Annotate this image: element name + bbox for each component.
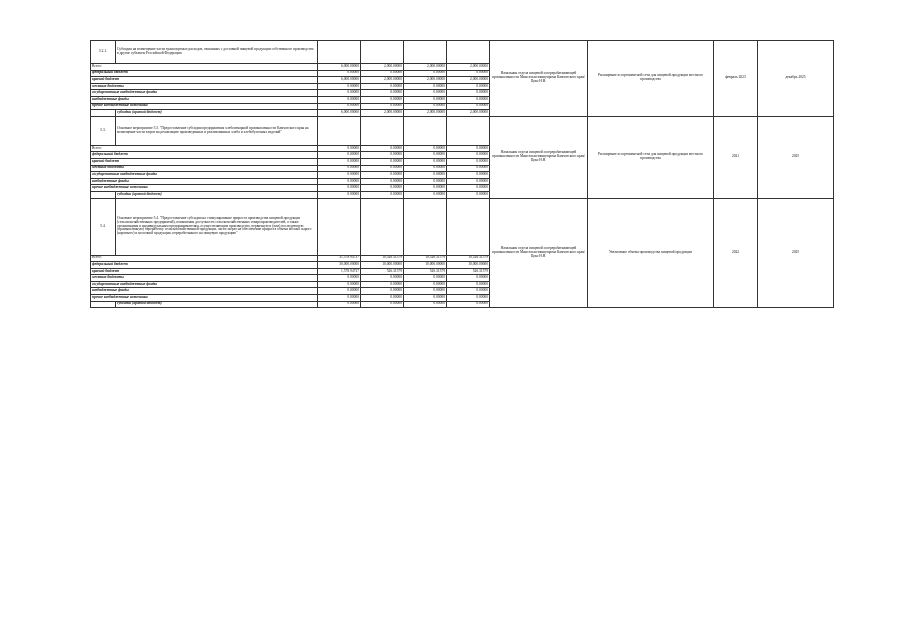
- amount-cell: 0.00000: [404, 275, 447, 282]
- amount-cell: 0.00000: [361, 191, 404, 198]
- section-description-row: [91, 41, 834, 64]
- amount-cell: 0.00000: [318, 152, 361, 159]
- funding-label-local: местные бюджеты: [91, 165, 318, 172]
- amount-cell: 0.00000: [318, 83, 361, 90]
- amount-cell: 2,000.00000: [404, 64, 447, 71]
- empty-cell: [447, 198, 490, 255]
- section-index: 5.2.1.: [91, 41, 116, 64]
- amount-cell: 0.00000: [318, 96, 361, 103]
- funding-label-federal: федеральный бюджет: [91, 70, 318, 77]
- amount-cell: 10,526.31579: [361, 255, 404, 262]
- start-date-cell: февраль 2023: [714, 41, 758, 117]
- amount-cell: 31,578.94737: [318, 255, 361, 262]
- amount-cell: 0.00000: [404, 103, 447, 110]
- amount-cell: 0.00000: [404, 295, 447, 302]
- amount-cell: 0.00000: [447, 172, 490, 179]
- indent-cell: [91, 191, 116, 198]
- amount-cell: 0.00000: [404, 288, 447, 295]
- section-index: 5.4.: [91, 198, 116, 255]
- amount-cell: 526.31579: [404, 268, 447, 275]
- amount-cell: 0.00000: [404, 90, 447, 97]
- empty-cell: [318, 116, 361, 145]
- amount-cell: 0.00000: [318, 191, 361, 198]
- amount-cell: 0.00000: [404, 158, 447, 165]
- executor-cell: Начальник отдела пищевой и перерабатывающей промышленности Минсельхозпищепрома Камчатского края/ Цоко Н.Н.: [490, 116, 588, 198]
- funding-label-other: прочие внебюджетные источники: [91, 103, 318, 110]
- amount-cell: 6,000.00000: [318, 77, 361, 84]
- amount-cell: 0.00000: [318, 70, 361, 77]
- amount-cell: 30,000.00000: [318, 262, 361, 269]
- section-description: Субсидия на возмещение части транспортных расходов, связанных с доставкой пищевой продукции собственного производства в другие субъекты Российской Федерации: [116, 41, 318, 64]
- amount-cell: 2,000.00000: [404, 110, 447, 117]
- executor-cell: Начальник отдела пищевой и перерабатывающей промышленности Минсельхозпищепрома Камчатского края/ Цоко Н.Н.: [490, 41, 588, 117]
- amount-cell: 0.00000: [318, 301, 361, 308]
- empty-cell: [361, 116, 404, 145]
- funding-label-regional: краевой бюджет: [91, 77, 318, 84]
- funding-label-state_funds: государственные внебюджетные фонды: [91, 172, 318, 179]
- empty-cell: [318, 198, 361, 255]
- amount-cell: 0.00000: [361, 275, 404, 282]
- amount-cell: 6,000.00000: [318, 64, 361, 71]
- amount-cell: 0.00000: [447, 70, 490, 77]
- empty-cell: [361, 198, 404, 255]
- funding-label-offbudget_funds: внебюджетные фонды: [91, 96, 318, 103]
- amount-cell: 0.00000: [361, 295, 404, 302]
- amount-cell: 0.00000: [361, 288, 404, 295]
- amount-cell: 0.00000: [361, 281, 404, 288]
- amount-cell: 0.00000: [318, 275, 361, 282]
- end-date-cell: 2025: [758, 116, 834, 198]
- result-cell: Увеличение объема производства пищевой продукции: [588, 198, 714, 308]
- empty-cell: [404, 198, 447, 255]
- empty-cell: [404, 41, 447, 64]
- amount-cell: 0.00000: [404, 185, 447, 192]
- amount-cell: 0.00000: [447, 103, 490, 110]
- amount-cell: 0.00000: [447, 288, 490, 295]
- section-description-row: [91, 198, 834, 255]
- amount-cell: 0.00000: [361, 152, 404, 159]
- funding-label-subsidies: субсидии (краевой бюджет): [116, 191, 318, 198]
- amount-cell: 0.00000: [447, 96, 490, 103]
- indent-cell: [91, 301, 116, 308]
- amount-cell: 0.00000: [404, 281, 447, 288]
- result-cell: Расширение ассортиментной сети для пищевой продукции местного производства: [588, 116, 714, 198]
- funding-label-offbudget_funds: внебюджетные фонды: [91, 288, 318, 295]
- amount-cell: 0.00000: [318, 103, 361, 110]
- amount-cell: 0.00000: [361, 103, 404, 110]
- section-index: 5.3.: [91, 116, 116, 145]
- funding-label-regional: краевой бюджет: [91, 158, 318, 165]
- amount-cell: 0.00000: [318, 145, 361, 152]
- amount-cell: 10,000.00000: [404, 262, 447, 269]
- funding-label-federal: федеральный бюджет: [91, 152, 318, 159]
- amount-cell: 2,000.00000: [404, 77, 447, 84]
- amount-cell: 0.00000: [318, 165, 361, 172]
- funding-label-total: Всего:: [91, 255, 318, 262]
- amount-cell: 0.00000: [361, 185, 404, 192]
- amount-cell: 0.00000: [361, 90, 404, 97]
- amount-cell: 526.31579: [361, 268, 404, 275]
- amount-cell: 0.00000: [447, 83, 490, 90]
- amount-cell: 0.00000: [447, 275, 490, 282]
- funding-label-offbudget_funds: внебюджетные фонды: [91, 178, 318, 185]
- amount-cell: 0.00000: [447, 281, 490, 288]
- amount-cell: 0.00000: [404, 83, 447, 90]
- funding-label-local: местные бюджеты: [91, 275, 318, 282]
- amount-cell: 2,000.00000: [447, 64, 490, 71]
- amount-cell: 0.00000: [404, 301, 447, 308]
- amount-cell: 2,000.00000: [361, 64, 404, 71]
- amount-cell: 0.00000: [318, 295, 361, 302]
- amount-cell: 0.00000: [404, 145, 447, 152]
- amount-cell: 10,526.31579: [404, 255, 447, 262]
- amount-cell: 0.00000: [447, 185, 490, 192]
- end-date-cell: декабрь 2025: [758, 41, 834, 117]
- amount-cell: 0.00000: [361, 165, 404, 172]
- funding-label-state_funds: государственные внебюджетные фонды: [91, 281, 318, 288]
- amount-cell: 0.00000: [318, 281, 361, 288]
- amount-cell: 0.00000: [404, 96, 447, 103]
- funding-label-regional: краевой бюджет: [91, 268, 318, 275]
- amount-cell: 0.00000: [361, 158, 404, 165]
- funding-label-federal: федеральный бюджет: [91, 262, 318, 269]
- funding-label-state_funds: государственные внебюджетные фонды: [91, 90, 318, 97]
- amount-cell: 0.00000: [361, 301, 404, 308]
- section-description-row: [91, 116, 834, 145]
- funding-label-subsidies: субсидии (краевой бюджет): [116, 301, 318, 308]
- funding-label-total: Всего:: [91, 64, 318, 71]
- amount-cell: 0.00000: [361, 172, 404, 179]
- empty-cell: [447, 41, 490, 64]
- amount-cell: 0.00000: [447, 145, 490, 152]
- amount-cell: 0.00000: [404, 152, 447, 159]
- start-date-cell: 2021: [714, 116, 758, 198]
- indent-cell: [91, 110, 116, 117]
- amount-cell: 2,000.00000: [447, 110, 490, 117]
- amount-cell: 1,578.94737: [318, 268, 361, 275]
- amount-cell: 0.00000: [404, 172, 447, 179]
- empty-cell: [318, 41, 361, 64]
- funding-label-other: прочие внебюджетные источники: [91, 185, 318, 192]
- amount-cell: 0.00000: [404, 191, 447, 198]
- section-description: Основное мероприятие 5.3. "Предоставление субсидии предприятиям хлебопекарной промышленности Камчатского края на возмещение части затрат на реализацию произведенных и реализованных хлеба и хлебобулочных изделий": [116, 116, 318, 145]
- amount-cell: 0.00000: [318, 172, 361, 179]
- budget-table: [90, 40, 834, 308]
- section-description: Основное мероприятие 5.4. "Предоставление субсидии на стимулирование прироста производства пищевой продукции (сельскохозяйственных предприятий), повышения доступности сельскохозяйственных товаропроизводителей, а также организациям и индивидуальным предпринимателям, осуществляющим производство, первичную и (или) последующую (промышленную) переработку сельскохозяйственной продукции, части затрат на обеспечение прироста объема молока сырого (коровьего) и молочной продукции, переработанного на пищевую продукцию": [116, 198, 318, 255]
- amount-cell: 0.00000: [318, 158, 361, 165]
- budget-table-body: [91, 41, 834, 308]
- amount-cell: 2,000.00000: [361, 110, 404, 117]
- amount-cell: 0.00000: [361, 83, 404, 90]
- funding-label-local: местные бюджеты: [91, 83, 318, 90]
- amount-cell: 0.00000: [404, 178, 447, 185]
- amount-cell: 10,526.31579: [447, 255, 490, 262]
- amount-cell: 0.00000: [318, 288, 361, 295]
- amount-cell: 0.00000: [447, 191, 490, 198]
- funding-label-total: Всего:: [91, 145, 318, 152]
- funding-label-other: прочие внебюджетные источники: [91, 295, 318, 302]
- amount-cell: 526.31579: [447, 268, 490, 275]
- amount-cell: 0.00000: [361, 70, 404, 77]
- result-cell: Расширение ассортиментной сети для пищевой продукции местного производства: [588, 41, 714, 117]
- funding-label-subsidies: субсидии (краевой бюджет): [116, 110, 318, 117]
- amount-cell: 0.00000: [447, 90, 490, 97]
- amount-cell: 2,000.00000: [361, 77, 404, 84]
- amount-cell: 0.00000: [447, 178, 490, 185]
- amount-cell: 0.00000: [404, 165, 447, 172]
- empty-cell: [447, 116, 490, 145]
- executor-cell: Начальник отдела пищевой и перерабатывающей промышленности Минсельхозпищепрома Камчатского края/ Цоко Н.Н.: [490, 198, 588, 308]
- empty-cell: [361, 41, 404, 64]
- amount-cell: 0.00000: [361, 96, 404, 103]
- amount-cell: 0.00000: [447, 152, 490, 159]
- amount-cell: 0.00000: [361, 178, 404, 185]
- amount-cell: 0.00000: [404, 70, 447, 77]
- end-date-cell: 2025: [758, 198, 834, 308]
- amount-cell: 10,000.00000: [447, 262, 490, 269]
- amount-cell: 0.00000: [318, 185, 361, 192]
- amount-cell: 0.00000: [361, 145, 404, 152]
- amount-cell: 0.00000: [447, 301, 490, 308]
- amount-cell: 6,000.00000: [318, 110, 361, 117]
- start-date-cell: 2022: [714, 198, 758, 308]
- amount-cell: 0.00000: [447, 165, 490, 172]
- amount-cell: 0.00000: [318, 178, 361, 185]
- amount-cell: 0.00000: [447, 158, 490, 165]
- amount-cell: 2,000.00000: [447, 77, 490, 84]
- amount-cell: 10,000.00000: [361, 262, 404, 269]
- amount-cell: 0.00000: [318, 90, 361, 97]
- amount-cell: 0.00000: [447, 295, 490, 302]
- empty-cell: [404, 116, 447, 145]
